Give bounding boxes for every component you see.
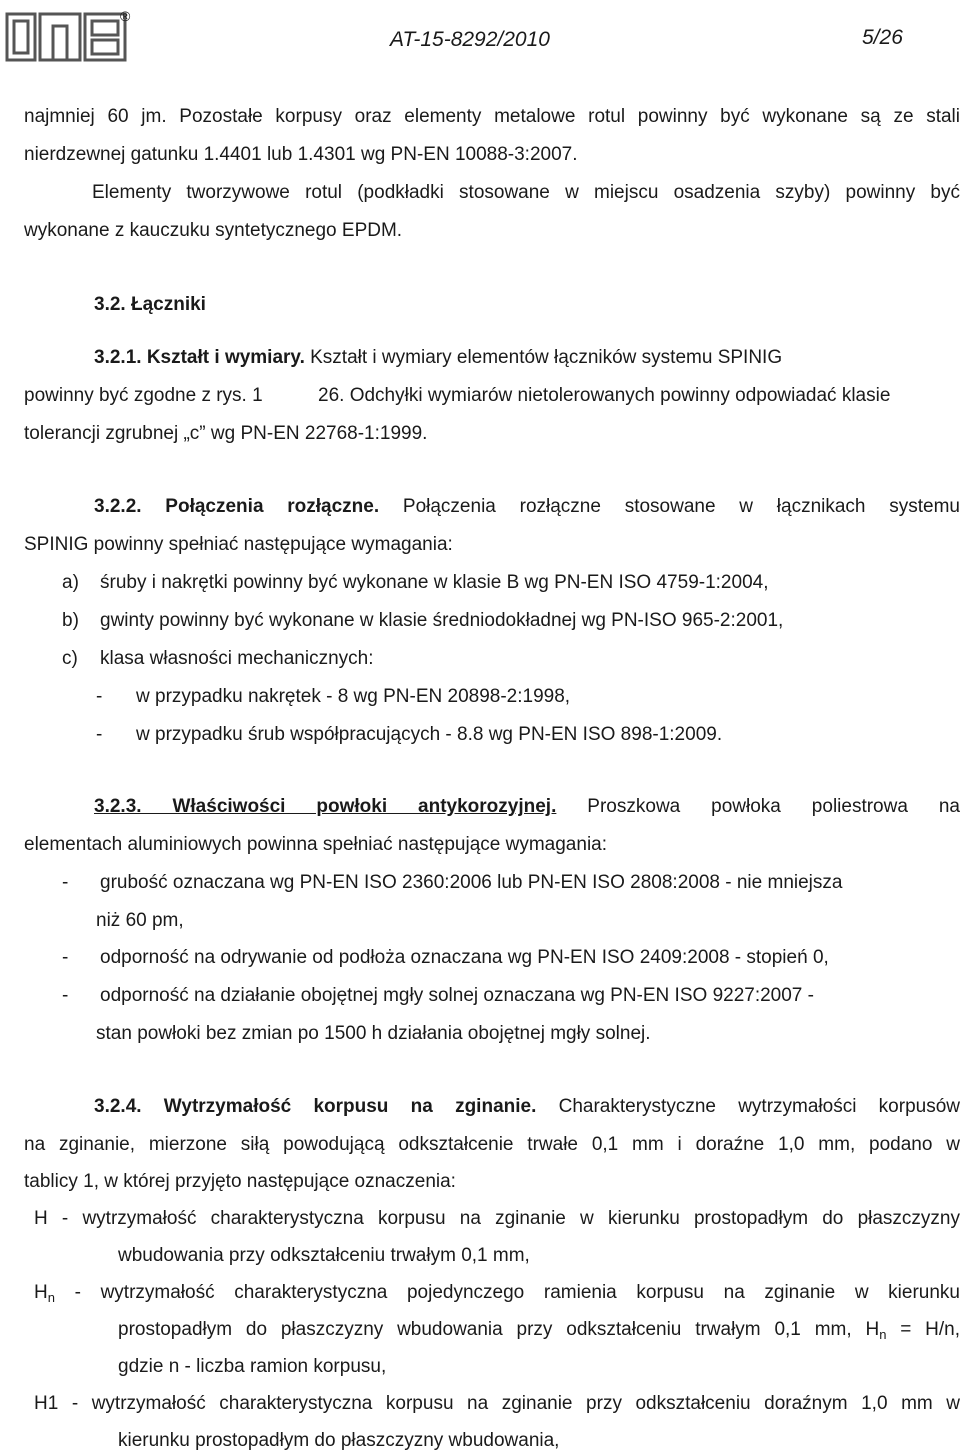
s322-line-2: SPINIG powinny spełniać następujące wymagania: (24, 534, 453, 555)
sub-item-1: w przypadku nakrętek - 8 wg PN-EN 20898-2:1998, (136, 686, 571, 707)
itb-logo (4, 6, 136, 64)
def-Hn-line-2: prostopadłym do płaszczyzny wbudowania przy odkształceniu trwałym 0,1 mm, $H_n = H/n$, (118, 1319, 960, 1342)
s322-line-1: 3.2.2. Połączenia rozłączne. Połączenia rozłączne stosowane w łącznikach systemu (94, 496, 960, 517)
bullet-3-cont: stan powłoki bez zmian po 1500 h działania obojętnej mgły solnej. (96, 1023, 651, 1044)
def-H-line-1: H - wytrzymałość charakterystyczna korpusu na zginanie w kierunku prostopadłym do płaszczyzny (34, 1208, 960, 1229)
s324-line-2: na zginanie, mierzone siłą powodującą odkształcenie trwałe 0,1 mm i doraźne 1,0 mm, podano w (24, 1134, 960, 1155)
def-H1-line-2: kierunku prostopadłym do płaszczyzny wbudowania, (118, 1430, 560, 1451)
bullet-1-cont: niż 60 pm, (96, 910, 184, 931)
section-heading-3-2: 3.2. Łączniki (94, 294, 206, 315)
s321-line-2a: powinny być zgodne z rys. 1 (24, 385, 263, 406)
def-H1-line-1: H1 - wytrzymałość charakterystyczna korpusu na zginanie przy odkształceniu doraźnym 1,0 mm w (34, 1393, 960, 1414)
s324-heading: 3.2.4. Wytrzymałość korpusu na zginanie. (94, 1096, 537, 1117)
page-number: 5/26 (862, 26, 903, 49)
sub-item-2: w przypadku śrub współpracujących - 8.8 wg PN-EN ISO 898-1:2009. (136, 724, 723, 745)
list-item-c: klasa własności mechanicznych: (100, 648, 374, 669)
intro-line-2: nierdzewnej gatunku 1.4401 lub 1.4301 wg PN-EN 10088-3:2007. (24, 144, 578, 165)
def-H-line-2: wbudowania przy odkształceniu trwałym 0,1 mm, (118, 1245, 530, 1266)
registered-mark: ® (120, 8, 131, 24)
list-mark-c: c) (62, 648, 78, 669)
list-item-a: śruby i nakrętki powinny być wykonane w klasie B wg PN-EN ISO 4759-1:2004, (100, 572, 769, 593)
s323-heading: 3.2.3. Właściwości powłoki antykorozyjnej. (94, 796, 557, 817)
intro-line-4: wykonane z kauczuku syntetycznego EPDM. (24, 220, 403, 241)
s323-line-1: 3.2.3. Właściwości powłoki antykorozyjnej. Proszkowa powłoka poliestrowa na (94, 796, 960, 817)
list-item-b: gwinty powinny być wykonane w klasie średniodokładnej wg PN-ISO 965-2:2001, (100, 610, 784, 631)
sub-item-mark-2: - (96, 724, 103, 745)
s323-line-2: elementach aluminiowych powinna spełniać następujące wymagania: (24, 834, 608, 855)
def-Hn-line-3: gdzie n - liczba ramion korpusu, (118, 1356, 387, 1377)
list-mark-a: a) (62, 572, 79, 593)
bullet-3: odporność na działanie obojętnej mgły solnej oznaczana wg PN-EN ISO 9227:2007 - (100, 985, 814, 1006)
bullet-dash-1: - (62, 872, 69, 893)
bullet-1: grubość oznaczana wg PN-EN ISO 2360:2006 lub PN-EN ISO 2808:2008 - nie mniejsza (100, 872, 843, 893)
document-id: AT-15-8292/2010 (390, 28, 550, 51)
s321-line-1: 3.2.1. Kształt i wymiary. Kształt i wymiary elementów łączników systemu SPINIG (94, 347, 783, 368)
bullet-dash-3: - (62, 985, 69, 1006)
sub-item-mark-1: - (96, 686, 103, 707)
s324-line-3: tablicy 1, w której przyjęto następujące oznaczenia: (24, 1171, 456, 1192)
list-mark-b: b) (62, 610, 79, 631)
bullet-2: odporność na odrywanie od podłoża oznaczana wg PN-EN ISO 2409:2008 - stopień 0, (100, 947, 829, 968)
def-Hn-line-1: $H_n$ - wytrzymałość charakterystyczna pojedynczego ramienia korpusu na zginanie w kierunku (34, 1282, 960, 1305)
intro-line-1: najmniej 60 jm. Pozostałe korpusy oraz elementy metalowe rotul powinny być wykonane są ze stali (24, 106, 960, 127)
intro-line-3: Elementy tworzywowe rotul (podkładki stosowane w miejscu osadzenia szyby) powinny być (92, 182, 960, 203)
s321-line-2b: 26. Odchyłki wymiarów nietolerowanych powinny odpowiadać klasie (318, 385, 891, 406)
s321-line-3: tolerancji zgrubnej „c” wg PN-EN 22768-1:1999. (24, 423, 428, 444)
s321-heading: 3.2.1. Kształt i wymiary. (94, 347, 305, 368)
bullet-dash-2: - (62, 947, 69, 968)
s322-heading: 3.2.2. Połączenia rozłączne. (94, 496, 380, 517)
s324-line-1: 3.2.4. Wytrzymałość korpusu na zginanie. Charakterystyczne wytrzymałości korpusów (94, 1096, 960, 1117)
